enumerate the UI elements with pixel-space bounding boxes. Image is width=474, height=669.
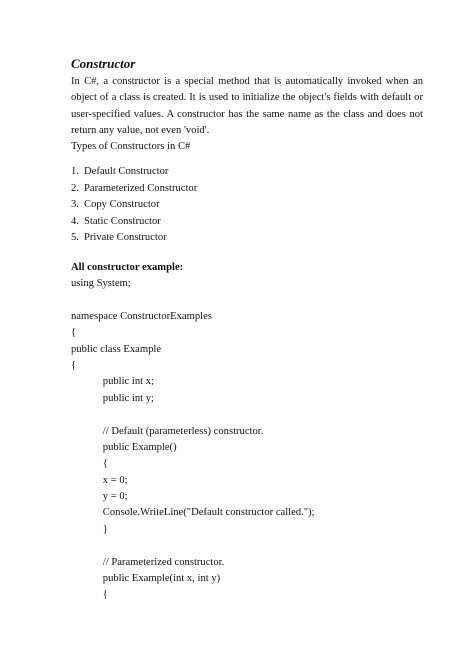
code-line: public Example(int x, int y) xyxy=(71,573,221,585)
code-line: using System; xyxy=(71,278,131,289)
code-line: { xyxy=(71,589,108,601)
code-line: public class Example xyxy=(71,343,162,355)
code-line: Console.WriteLine("Default constructor called."); xyxy=(71,507,315,519)
list-item: 5. Private Constructor xyxy=(71,232,167,243)
code-line: // Default (parameterless) constructor. xyxy=(71,425,264,437)
code-line: public int x; xyxy=(71,376,154,388)
code-line: x = 0; xyxy=(71,474,128,486)
list-item: 2. Parameterized Constructor xyxy=(71,182,198,194)
list-item: 4. Static Constructor xyxy=(71,215,161,227)
code-block xyxy=(71,278,315,606)
list-item: 1. Default Constructor xyxy=(71,166,169,177)
code-line xyxy=(71,409,315,425)
types-title: Types of Constructors in C# xyxy=(71,141,191,152)
code-line xyxy=(71,540,315,556)
code-line: public int y; xyxy=(71,392,154,404)
code-line: { xyxy=(71,359,77,371)
code-line: public Example() xyxy=(71,441,177,453)
intro-paragraph: In C#, a constructor is a special method that is automatically invoked when an object of a class is created. It is used to initialize the object's fields with default or user-specified values. A constructor has the same name as the class and does not return any value, not even 'void'. xyxy=(71,76,423,137)
code-line: { xyxy=(71,327,77,339)
code-line xyxy=(71,294,315,310)
section-heading: Constructor xyxy=(71,56,136,71)
list-item: 3. Copy Constructor xyxy=(71,199,160,210)
code-line: } xyxy=(71,523,108,535)
code-line: y = 0; xyxy=(71,491,128,503)
code-line: namespace ConstructorExamples xyxy=(71,310,212,322)
code-line: { xyxy=(71,458,108,470)
code-line: // Parameterized constructor. xyxy=(71,556,225,568)
constructor-types-list xyxy=(71,166,197,249)
example-heading: All constructor example: xyxy=(71,262,184,273)
